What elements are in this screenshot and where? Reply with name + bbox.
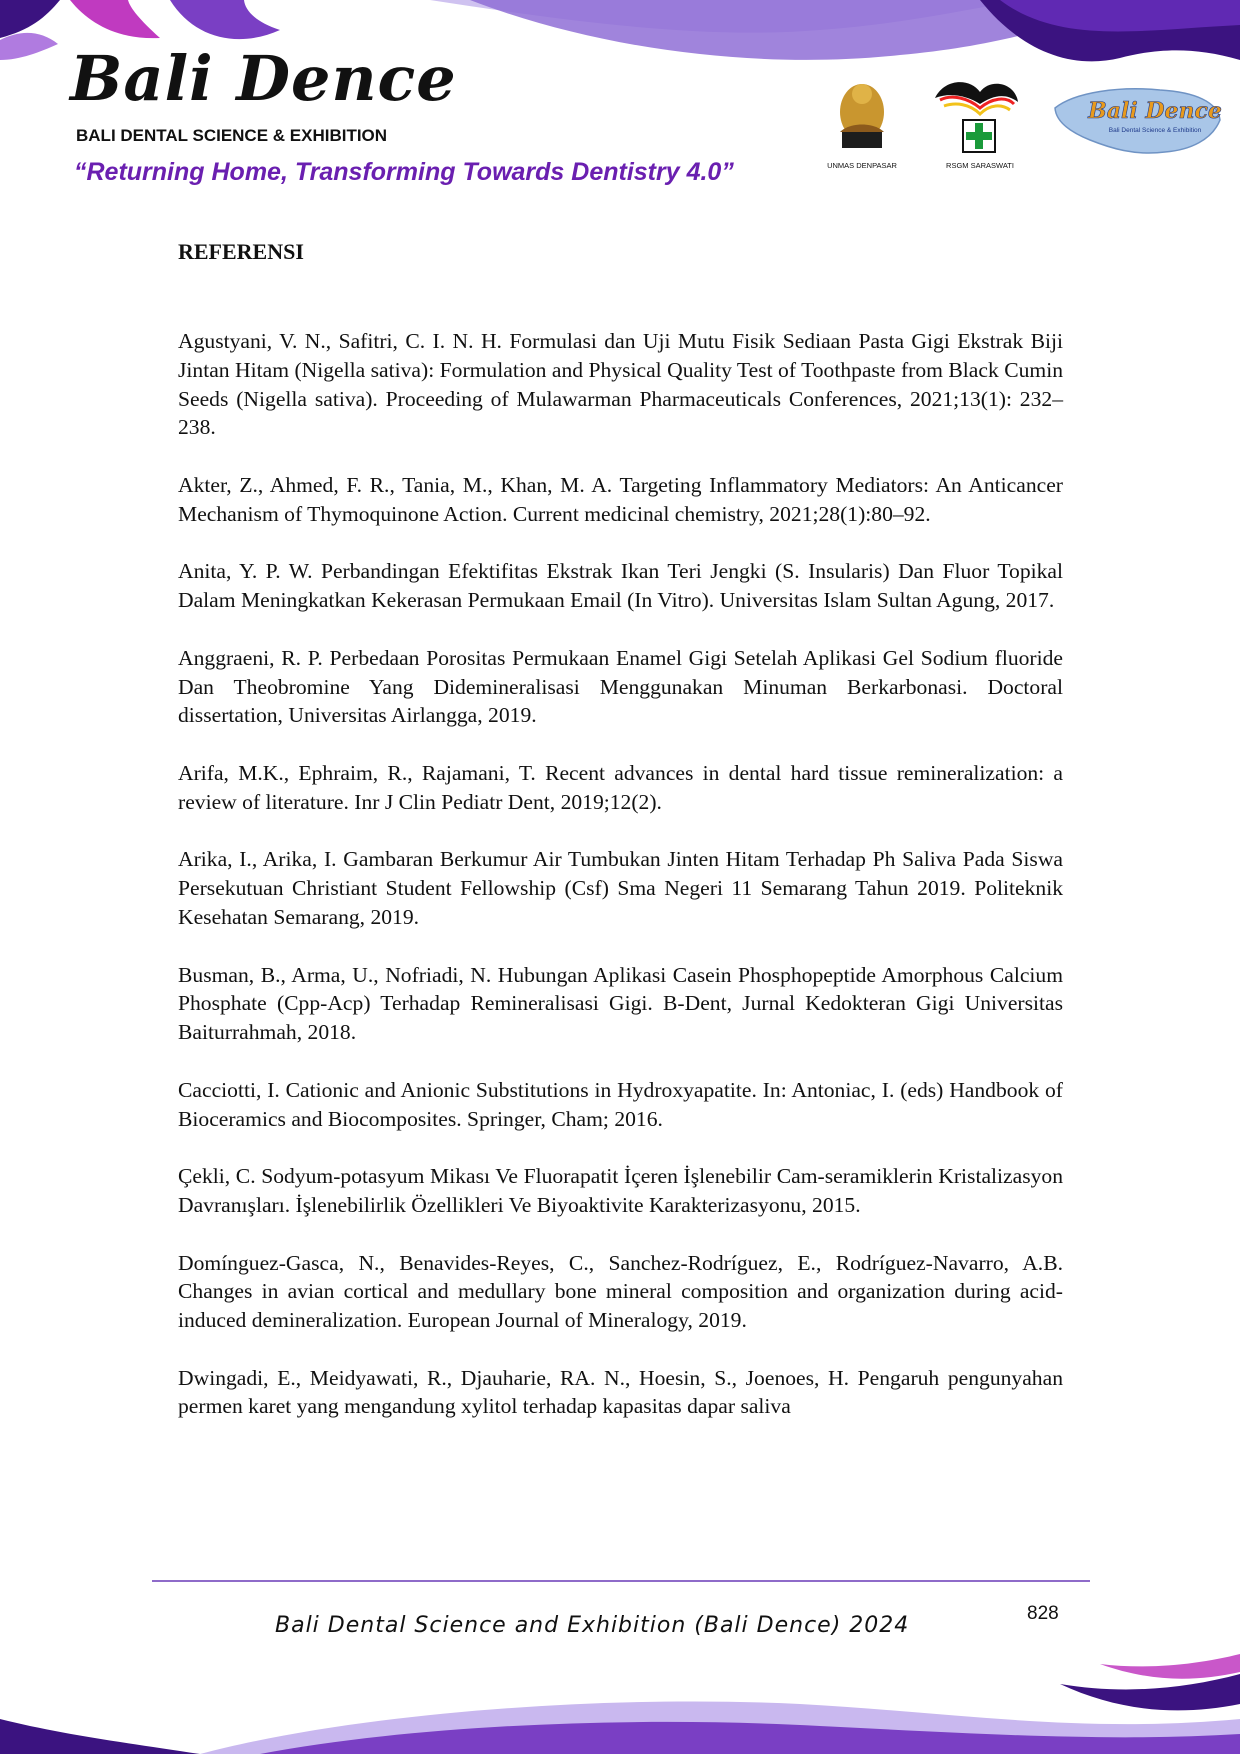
reference-item: Akter, Z., Ahmed, F. R., Tania, M., Khan, M. A. Targeting Inflammatory Mediators: An Anticancer Mechanism of Thymoquinone Action. Current medicinal chemistry, 2021;28(1):80–92. bbox=[178, 472, 1063, 526]
brand-tagline: “Returning Home, Transforming Towards Dentistry 4.0” bbox=[74, 158, 734, 186]
reference-item: Arifa, M.K., Ephraim, R., Rajamani, T. Recent advances in dental hard tissue remineralization: a review of literature. Inr J Clin Pediatr Dent, 2019;12(2). bbox=[178, 760, 1063, 814]
logo-subcaption-bali-dence: Bali Dental Science & Exhibition bbox=[1108, 127, 1202, 134]
logo-caption-unmas: UNMAS DENPASAR bbox=[827, 161, 897, 170]
reference-item: Anita, Y. P. W. Perbandingan Efektifitas Ekstrak Ikan Teri Jengki (S. Insularis) Dan Fluor Topikal Dalam Meningkatkan Kekerasan Permukaan Email (In Vitro). Universitas Islam Sultan Agung, 2017. bbox=[178, 559, 1063, 613]
cross-crest-icon bbox=[935, 82, 1018, 170]
reference-item: Agustyani, V. N., Safitri, C. I. N. H. Formulasi dan Uji Mutu Fisik Sediaan Pasta Gigi Ekstrak Biji Jintan Hitam (Nigella sativa): Formulation and Physical Quality Test of Toothpaste from Black Cumin Seeds (Nigella sativa). Proceeding of Mulawarman Pharmaceuticals Conferences, 2021;13(1): 232–238. bbox=[178, 329, 1063, 440]
logo-caption-rsgm: RSGM SARASWATI bbox=[946, 161, 1014, 170]
footer-wave-decoration bbox=[0, 1624, 1240, 1754]
reference-item: Busman, B., Arma, U., Nofriadi, N. Hubungan Aplikasi Casein Phosphopeptide Amorphous Calcium Phosphate (Cpp-Acp) Terhadap Remineralisasi Gigi. B-Dent, Jurnal Kedokteran Gigi Universitas Baiturrahmah, 2018. bbox=[178, 962, 1063, 1045]
reference-item: Arika, I., Arika, I. Gambaran Berkumur Air Tumbukan Jinten Hitam Terhadap Ph Saliva Pada Siswa Persekutuan Christiant Student Fellowship (Csf) Sma Negeri 11 Semarang Tahun 2019. Politeknik Kesehatan Semarang, 2019. bbox=[178, 847, 1063, 929]
logo-caption-bali-dence: Bali Dence bbox=[1088, 98, 1222, 124]
reference-item: Anggraeni, R. P. Perbedaan Porositas Permukaan Enamel Gigi Setelah Aplikasi Gel Sodium fluoride Dan Theobromine Yang Didemineralisasi Menggunakan Minuman Berkarbonasi. Doctoral dissertation, Universitas Airlangga, 2019. bbox=[178, 645, 1063, 728]
reference-item: Çekli, C. Sodyum-potasyum Mikası Ve Fluorapatit İçeren İşlenebilir Cam-seramiklerin Kristalizasyon Davranışları. İşlenebilirlik Özellikleri Ve Biyoaktivite Karakterizasyonu, 2015. bbox=[178, 1164, 1063, 1217]
reference-item: Dwingadi, E., Meidyawati, R., Djauharie, RA. N., Hoesin, S., Joenoes, H. Pengaruh pengunyahan permen karet yang mengandung xylitol terhadap kapasitas dapar saliva bbox=[178, 1365, 1063, 1419]
brand-subtitle: BALI DENTAL SCIENCE & EXHIBITION bbox=[76, 126, 388, 145]
footer-conference-name: Bali Dental Science and Exhibition (Bali Dence) 2024 bbox=[275, 1613, 910, 1638]
page-number: 828 bbox=[1027, 1603, 1059, 1624]
footer-divider bbox=[152, 1580, 1090, 1582]
partner-logos bbox=[820, 70, 1225, 180]
reference-list bbox=[178, 327, 1063, 1450]
reference-item: Domínguez-Gasca, N., Benavides-Reyes, C., Sanchez-Rodríguez, E., Rodríguez-Navarro, A.B. Changes in avian cortical and medullary bone mineral composition and organization during acid-induced demineralization. European Journal of Mineralogy, 2019. bbox=[178, 1250, 1063, 1333]
section-heading-referensi: REFERENSI bbox=[178, 239, 304, 264]
reference-item: Cacciotti, I. Cationic and Anionic Substitutions in Hydroxyapatite. In: Antoniac, I. (eds) Handbook of Bioceramics and Biocomposites. Springer, Cham; 2016. bbox=[178, 1077, 1063, 1131]
ganesha-emblem-icon bbox=[827, 84, 897, 170]
bali-island-logo-icon bbox=[1055, 89, 1222, 153]
brand-title: Bali Dence bbox=[70, 42, 457, 115]
